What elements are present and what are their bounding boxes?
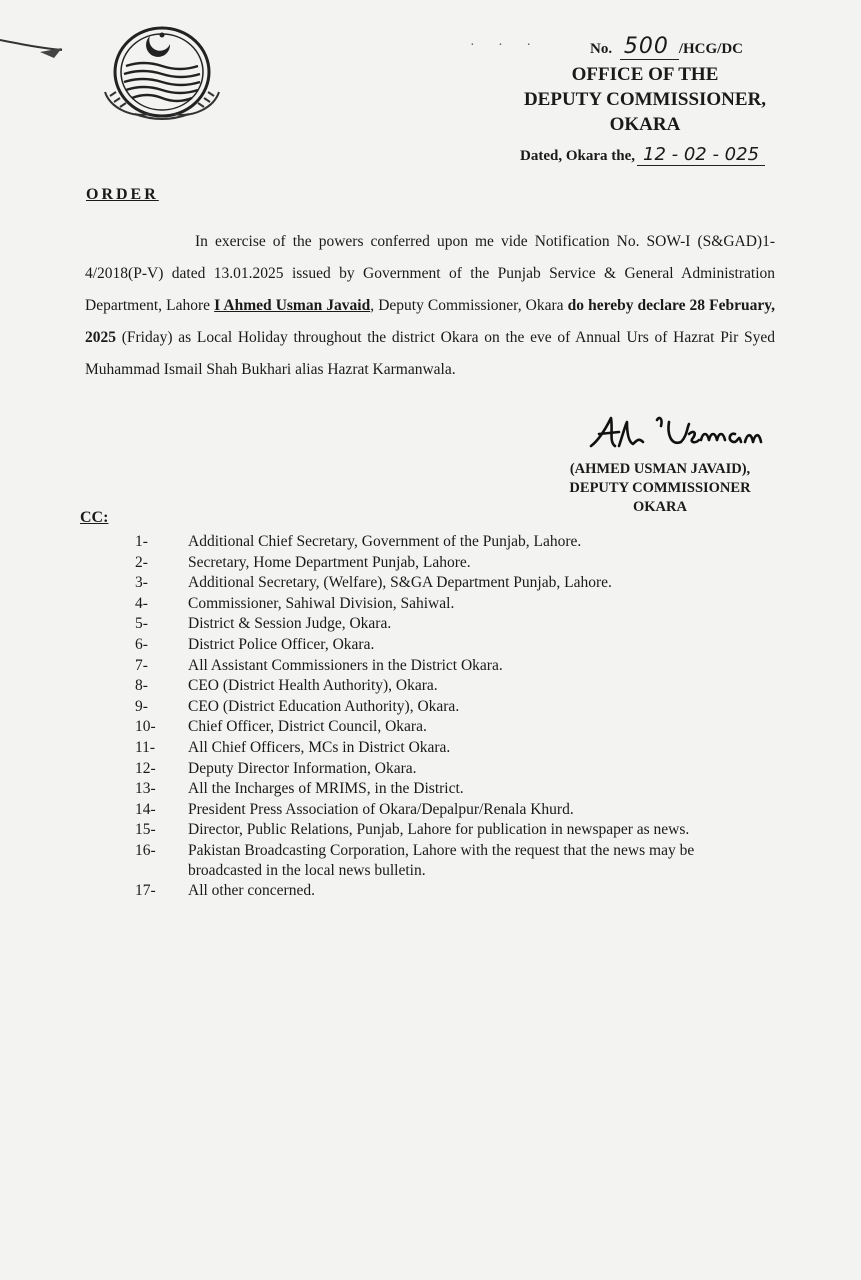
list-item <box>0 614 861 635</box>
item-text: All the Incharges of MRIMS, in the District. <box>188 780 464 798</box>
cc-title: CC: <box>80 509 109 526</box>
signatory-title: DEPUTY COMMISSIONER <box>569 480 751 496</box>
order-title: ORDER <box>86 186 159 203</box>
ref-number-handwritten: 500 <box>620 34 679 60</box>
item-number: 4- <box>135 594 148 612</box>
item-text: All Chief Officers, MCs in District Okara. <box>188 738 451 756</box>
list-item <box>0 738 861 759</box>
item-number: 9- <box>135 697 148 715</box>
list-item <box>0 759 861 780</box>
item-text: All other concerned. <box>188 881 315 899</box>
list-item <box>0 553 861 574</box>
handwritten-signature <box>585 412 785 460</box>
list-item <box>0 532 861 553</box>
list-item <box>0 717 861 738</box>
list-item <box>0 594 861 615</box>
item-text: Deputy Director Information, Okara. <box>188 759 417 777</box>
item-text: Additional Chief Secretary, Government of the Punjab, Lahore. <box>188 533 582 550</box>
item-number: 17- <box>135 881 156 899</box>
ref-prefix: No. <box>590 41 613 57</box>
item-number: 1- <box>135 533 148 550</box>
list-item <box>0 697 861 718</box>
office-line: DEPUTY COMMISSIONER, <box>523 89 767 110</box>
scan-specks: · · · <box>470 38 541 53</box>
dated-value-handwritten: 12 - 02 - 025 <box>637 144 765 166</box>
dated-label: Dated, Okara the, <box>520 148 635 164</box>
list-item <box>0 779 861 800</box>
item-text: District & Session Judge, Okara. <box>188 615 392 633</box>
item-number: 11- <box>135 738 156 756</box>
officer-name: I Ahmed Usman Javaid <box>214 297 371 314</box>
signatory-name: (AHMED USMAN JAVAID), <box>569 461 751 477</box>
reference-number <box>590 34 743 59</box>
item-number: 10- <box>135 718 156 736</box>
list-item <box>0 800 861 821</box>
item-text: All Assistant Commissioners in the District Okara. <box>188 656 503 674</box>
item-text: Secretary, Home Department Punjab, Lahore. <box>188 553 471 571</box>
government-emblem-icon <box>100 22 230 122</box>
item-text: Pakistan Broadcasting Corporation, Lahore with the request that the news may be broadcasted in the local news bulletin. <box>188 841 695 879</box>
declaration: do hereby declare 28 February, 2025 <box>85 297 775 346</box>
signatory-place: OKARA <box>633 499 687 515</box>
list-item <box>0 656 861 677</box>
list-item <box>0 841 861 881</box>
list-item <box>0 676 861 697</box>
item-number: 2- <box>135 553 148 571</box>
item-text: Director, Public Relations, Punjab, Lahore for publication in newspaper as news. <box>188 821 690 839</box>
item-number: 14- <box>135 800 156 818</box>
item-text: Commissioner, Sahiwal Division, Sahiwal. <box>188 594 455 612</box>
item-number: 12- <box>135 759 156 777</box>
corner-scribble-icon <box>0 30 70 70</box>
item-number: 7- <box>135 656 148 674</box>
order-body <box>85 226 775 386</box>
order-text-part2: , Deputy Commissioner, Okara <box>370 297 564 314</box>
item-text: Chief Officer, District Council, Okara. <box>188 718 427 736</box>
item-number: 6- <box>135 635 148 653</box>
item-text: District Police Officer, Okara. <box>188 635 375 653</box>
office-heading <box>500 62 790 137</box>
ref-suffix: /HCG/DC <box>678 41 744 57</box>
cc-list <box>0 532 861 902</box>
signature-block <box>540 460 780 517</box>
item-text: CEO (District Health Authority), Okara. <box>188 677 438 695</box>
item-number: 16- <box>135 841 156 859</box>
item-number: 3- <box>135 574 148 592</box>
item-text: President Press Association of Okara/Depalpur/Renala Khurd. <box>188 800 574 818</box>
item-number: 13- <box>135 780 156 798</box>
date-line <box>520 144 765 165</box>
list-item <box>0 881 861 902</box>
item-number: 8- <box>135 677 148 695</box>
order-text-part3: (Friday) as Local Holiday throughout the district Okara on the eve of Annual Urs of Hazrat Pir Syed Muhammad Ismail Shah Bukhari alias Hazrat Karmanwala. <box>85 329 775 378</box>
list-item <box>0 635 861 656</box>
list-item <box>0 820 861 841</box>
item-text: CEO (District Education Authority), Okara. <box>188 697 460 715</box>
list-item <box>0 573 861 594</box>
office-line: OFFICE OF THE <box>571 64 719 85</box>
order-text-part1: In exercise of the powers conferred upon me vide Notification No. SOW-I (S&GAD)1-4/2018(P-V) dated 13.01.2025 issued by Government of the Punjab Service & General Administration Department, Lahore <box>85 233 775 314</box>
office-line: OKARA <box>609 114 681 135</box>
item-text: Additional Secretary, (Welfare), S&GA Department Punjab, Lahore. <box>188 574 612 592</box>
item-number: 5- <box>135 615 148 633</box>
item-number: 15- <box>135 821 156 839</box>
